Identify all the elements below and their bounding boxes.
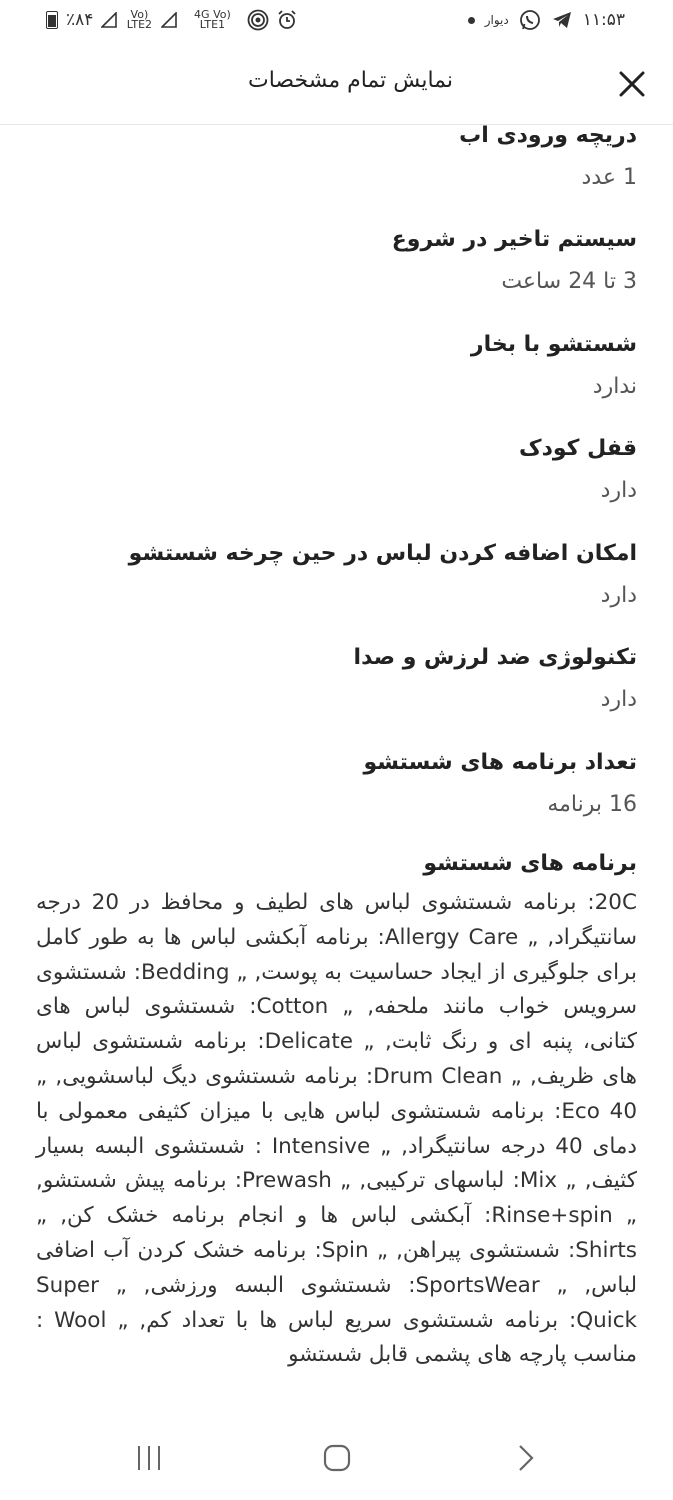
spec-label: سیستم تاخیر در شروع [391, 227, 637, 252]
status-left-group [46, 9, 297, 31]
spec-value: دارد [600, 583, 637, 608]
spec-value: دارد [600, 478, 637, 503]
spec-item [36, 538, 637, 612]
page-header [0, 42, 673, 125]
whatsapp-icon [519, 9, 541, 31]
close-icon [618, 70, 646, 98]
spec-value: 1 عدد [581, 165, 637, 190]
system-nav-bar [0, 1416, 673, 1500]
spec-value: 16 برنامه [547, 792, 637, 817]
specs-list[interactable] [0, 124, 673, 1416]
recent-apps-icon [134, 1443, 164, 1473]
spec-label: شستشو با بخار [470, 332, 637, 357]
telegram-icon [551, 9, 573, 31]
spec-label: امکان اضافه کردن لباس در حین چرخه شستشو [128, 541, 637, 566]
back-button[interactable] [503, 1438, 547, 1478]
status-bar [0, 0, 673, 42]
signal-icon [101, 12, 117, 28]
spec-value: دارد [600, 687, 637, 712]
spec-label: تکنولوژی ضد لرزش و صدا [353, 645, 637, 670]
home-button[interactable] [315, 1438, 359, 1478]
clock: ۱۱:۵۳ [582, 10, 625, 30]
spec-label: قفل کودک [519, 436, 637, 461]
spec-item [36, 433, 637, 507]
spec-label: برنامه های شستشو [423, 851, 637, 876]
hotspot-icon [247, 9, 269, 31]
signal-icon [161, 12, 177, 28]
spec-item [36, 642, 637, 716]
spec-item [36, 747, 637, 821]
status-right-group [468, 9, 625, 31]
spec-value: ندارد [592, 374, 637, 399]
divar-icon: دیوار [484, 13, 509, 27]
dot-icon [468, 17, 475, 24]
close-button[interactable] [612, 64, 652, 104]
recent-apps-button[interactable] [127, 1438, 171, 1478]
spec-label: دریچه ورودی آب [459, 124, 637, 148]
spec-item [36, 124, 637, 194]
home-icon [322, 1443, 352, 1473]
spec-label: تعداد برنامه های شستشو [363, 750, 637, 775]
page-title: نمایش تمام مشخصات [248, 68, 453, 93]
sim2-label: 4G Vo) LTE1 [194, 8, 231, 31]
spec-item [36, 224, 637, 298]
sim1-label: Vo) LTE2 [126, 8, 153, 31]
programs-description: 20C: برنامه شستشوی لباس های لطیف و محافظ در 20 درجه سانتیگراد, „ Allergy Care: برنامه آبکشی لباس ها به طور کامل برای جلوگیری از ایجاد حساسیت به پوست, „ Bedding: شستشوی سرویس خواب مانند ملحفه, „ Cotton: شستشوی لباس های کتانی، پنبه ای و رنگ ثابت, „ Delicate: برنامه شستشوی لباس های ظریف, „ Drum Clean: برنامه شستشوی دیگ لباسشویی, „ Eco 40: برنامه شستشوی لباس هایی با میزان کثیفی معمولی با دمای 40 درجه سانتیگراد, „ Intensive : شستشوی البسه بسیار کثیف, „ Mix: لباسهای ترکیبی, „ Prewash: برنامه پیش شستشو, „ Rinse+spin: آبکشی لباس ها و انجام برنامه خشک کن, „ Shirts: شستشوی پیراهن, „ Spin: برنامه خشک کردن آب اضافی لباس, „ SportsWear: شستشوی البسه ورزشی, „ Super Quick: برنامه شستشوی سریع لباس ها با تعداد کم, „ Wool : مناسب پارچه های پشمی قابل شستشو [36, 890, 638, 1368]
spec-item [36, 329, 637, 403]
battery-icon [46, 11, 58, 29]
spec-value: 3 تا 24 ساعت [501, 269, 637, 294]
alarm-icon [277, 10, 297, 30]
spec-item-programs [36, 848, 637, 1373]
back-icon [510, 1443, 540, 1473]
battery-percent: ٪۸۴ [66, 10, 94, 30]
